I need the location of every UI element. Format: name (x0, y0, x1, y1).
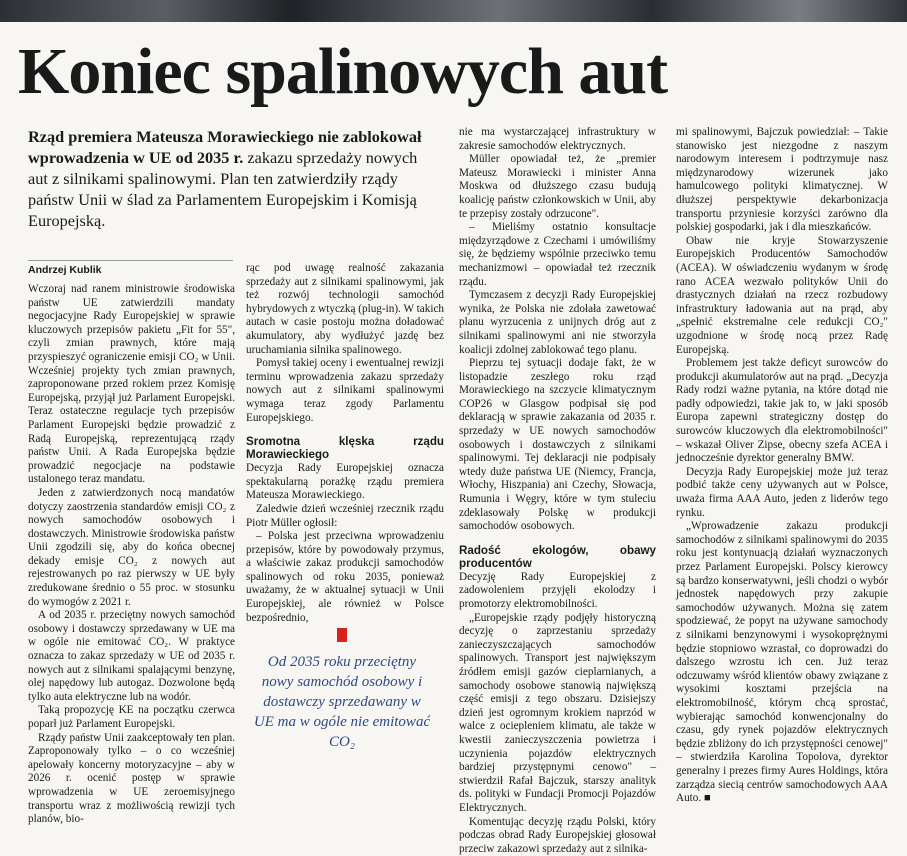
paragraph: Komentując decyzję rządu Polski, który podczas obrad Rady Europejskiej głosował przeciw zakazowi sprzedaży aut z silnika- (459, 816, 656, 856)
paragraph: Tymczasem z decyzji Rady Europejskiej wynika, że Polska nie zdołała zawetować planu wyrzucenia z unijnych dróg aut z silnikami spalinowymi ani nie stworzyła koalicji zdolnej zablokować tego planu. (459, 289, 656, 357)
paragraph: Müller opowiadał też, że „premier Mateusz Morawiecki i minister Anna Moskwa od dłuższego czasu budują koalicję państw członkowskich w Unii, aby te przepisy zostały odrzucone". (459, 153, 656, 221)
section-subheading: Sromotna klęska rządu Morawieckiego (246, 435, 444, 461)
paragraph: Decyzję Rady Europejskiej z zadowoleniem przyjęli ekolodzy i promotorzy elektromobilności. (459, 571, 656, 612)
paragraph: Pieprzu tej sytuacji dodaje fakt, że w listopadzie zeszłego roku rząd Morawieckiego na szczycie klimatycznym COP26 w Glasgow podpisał się pod deklaracją w sprawie zakazania od 2035 r. sprzedaży w UE nowych samochodów osobowych i dostawczych z silnikami spalinowymi. Tej deklaracji nie podpisały wtedy duże państwa UE (Niemcy, Francja, Włochy, Hiszpania) ani Czechy, Słowacja, Rumunia i Węgry, które w tym stuleciu zdeklasowały Polskę w produkcji samochodów osobowych. (459, 357, 656, 534)
paragraph: Wczoraj nad ranem ministrowie środowiska państw UE zatwierdzili mandaty negocjacyjne Rady Europejskiej w sprawie kluczowych przepisów pakietu „Fit for 55", czyli zmian prawnych, które mają przyspieszyć ograniczenie emisji CO₂ w Unii. Wcześniej projekty tych zmian prawnych, zaproponowane przed rokiem przez Komisję Europejską, przyjął już Parlament Europejski. Teraz ostateczne regulacje tych przepisów Parlament Europejski będzie prowadzić z Radą Europejską, reprezentującą rządy państw Unii. A Rada Europejska będzie prowadzić negocjacje na podstawie ustalonego teraz mandatu. (28, 283, 235, 487)
column-1 (28, 283, 235, 827)
paragraph: Decyzja Rady Europejskiej oznacza spektakularną porażkę rządu premiera Mateusza Morawieckiego. (246, 462, 444, 503)
paragraph: mi spalinowymi, Bajczuk powiedział: – Takie stanowisko jest niezgodne z naszym narodowym interesem i podtrzymuje nasz międzynarodowy wizerunek jako hamulcowego polityki klimatycznej. W dłuższej perspektywie dekarbonizacja transportu przyniesie korzyści zarówno dla polskiej gospodarki, jak i dla mieszkańców. (676, 126, 888, 235)
section-subheading: Radość ekologów, obawy producentów (459, 544, 656, 570)
pull-quote-text: Od 2035 roku przeciętny nowy samochód osobowy i dostawczy sprzedawany w UE ma w ogóle nie emitować CO₂ (252, 652, 432, 752)
article-byline: Andrzej Kublik (28, 264, 102, 276)
paragraph: Pomysł takiej oceny i ewentualnej rewizji terminu wprowadzenia zakazu sprzedaży nowych aut z silnikami spalinowymi wymaga teraz zgody Parlamentu Europejskiego. (246, 357, 444, 425)
paragraph: A od 2035 r. przeciętny nowych samochód osobowy i dostawczy sprzedawany w UE ma w ogóle nie emitować CO₂. W praktyce oznacza to zakaz sprzedaży w UE od 2035 r. nowych aut z silnikami spalającymi benzynę, olej napędowy lub autogaz. Dozwolone będą tylko auta elektryczne lub na wodór. (28, 609, 235, 704)
quote-marker-icon (337, 628, 347, 642)
paragraph: Taką propozycję KE na początku czerwca poparł już Parlament Europejski. (28, 704, 235, 731)
header-photo (0, 0, 907, 22)
article-lead (28, 126, 433, 231)
paragraph: Jeden z zatwierdzonych nocą mandatów dotyczy zaostrzenia standardów emisji CO₂ z nowych samochodów osobowych i dostawczych. Ministrowie środowiska państw Unii zgodzili się, aby do końca obecnej dekady emisje CO₂ z nowych aut rejestrowanych po raz pierwszy w UE były zredukowane średnio o 55 proc. w stosunku do wymogów z 2021 r. (28, 487, 235, 609)
paragraph: nie ma wystarczającej infrastruktury w zakresie samochodów elektrycznych. (459, 126, 656, 153)
paragraph: – Mieliśmy ostatnio konsultacje międzyrządowe z Czechami i umówiliśmy się, że będziemy wspólnie przeciwko temu mechanizmowi – opowiadał też rzecznik rządu. (459, 221, 656, 289)
paragraph: Obaw nie kryje Stowarzyszenie Europejskich Producentów Samochodów (ACEA). W oświadczeniu wydanym w środę rano ACEA wezwało polityków Unii do drastycznych działań na rzecz rozbudowy infrastruktury ładowania aut na prąd, aby „spełnić ekstremalne cele redukcji CO₂" uzgodnione w środę nocą przez Radę Europejską. (676, 235, 888, 357)
paragraph: Problemem jest także deficyt surowców do produkcji akumulatorów aut na prąd. „Decyzja Rady rodzi ważne pytania, na które dotąd nie padły odpowiedzi, takie jak to, w jaki sposób Europa zapewni strategiczny dostęp do surowców kluczowych dla elektromobilności" – wskazał Oliver Zipse, obecny szefa ACEA i jednocześnie dyrektor generalny BMW. (676, 357, 888, 466)
paragraph: Rządy państw Unii zaakceptowały ten plan. Zaproponowały tylko – o co wcześniej apelowały koncerny motoryzacyjne – aby w 2026 r. ocenić postęp w sprawie wprowadzenia w UE zeroemisyjnego transportu wraz z możliwością rewizji tych planów, bio- (28, 732, 235, 827)
lead-bold: Rząd premiera Mateusza Morawieckiego nie zablokował wprowadzenia w UE od 2035 r. (28, 127, 422, 167)
column-4 (676, 126, 888, 806)
column-2 (246, 262, 444, 625)
byline-divider (28, 260, 233, 261)
paragraph: Decyzja Rady Europejskiej może już teraz podbić także ceny używanych aut w Polsce, uważa firma AAA Auto, jeden z liderów tego rynku. (676, 466, 888, 520)
paragraph: – Polska jest przeciwna wprowadzeniu przepisów, które by powodowały przymus, a właściwie zakaz produkcji samochodów spalinowych od roku 2035, ponieważ uważamy, że w aktualnej sytuacji w Unii Europejskiej, ale również w Polsce bezpośrednio, (246, 530, 444, 625)
article-headline: Koniec spalinowych aut (18, 32, 667, 112)
paragraph: rąc pod uwagę realność zakazania sprzedaży aut z silnikami spalinowymi, jak też rozwój technologii samochód hybrydowych z wtyczką (plug-in). W takich autach w casie postoju można doładować akumulatory, aby wydłużyć jazdę bez uruchamiania silnika spalinowego. (246, 262, 444, 357)
lead-rest: zakazu sprzedaży nowych aut z silnikami spalinowymi. Plan ten zatwierdziły rządy państw Unii w ślad za Parlamentem Europejskim i Komisją Europejską. (28, 148, 417, 230)
paragraph: „Wprowadzenie zakazu produkcji samochodów z silnikami spalinowymi do 2035 roku jest kontynuacją działań wyznaczonych przez Parlament Europejski. Polscy kierowcy są bardzo konserwatywni, jeśli chodzi o wybór jednostek napędowych przy zakupie samochodów używanych. Można się zatem spodziewać, że popyt na używane samochody z silnikami benzynowymi i wysokoprężnymi będzie stopniowo wzrastał, co doprowadzi do dalszego wzrostu ich cen. Już teraz odczuwamy wśród klientów obawy związane z wysokimi kosztami przejścia na elektromobilność, którym chcą sprostać, wybierając samochód konwencjonalny do czasu, gdy rynek pojazdów elektrycznych będzie zbliżony do ich przystępności cenowej" – stwierdziła Karolina Topolova, dyrektor generalny i prezes firmy Aures Holdings, która zarządza siecią centrów samochodowych AAA Auto. ■ (676, 520, 888, 805)
paragraph: Zaledwie dzień wcześniej rzecznik rządu Piotr Müller ogłosił: (246, 503, 444, 530)
pull-quote (252, 628, 432, 752)
paragraph: „Europejskie rządy podjęły historyczną decyzję o zaprzestaniu sprzedaży zanieczyszczających samochodów spalinowych. Transport jest największym źródłem emisji gazów cieplarnianych, a samochody osobowe stanowią największą część emisji z tego obszaru. Dzisiejszy dzień jest ogromnym krokiem naprzód w walce z ociepleniem klimatu, ale także w kwestii zanieczyszczenia powietrza i uczynienia pojazdów elektrycznych bardziej przystępnymi cenowo" – stwierdził Rafał Bajczuk, starszy analityk ds. polityki w Fundacji Promocji Pojazdów Elektrycznych. (459, 612, 656, 816)
column-3 (459, 126, 656, 856)
